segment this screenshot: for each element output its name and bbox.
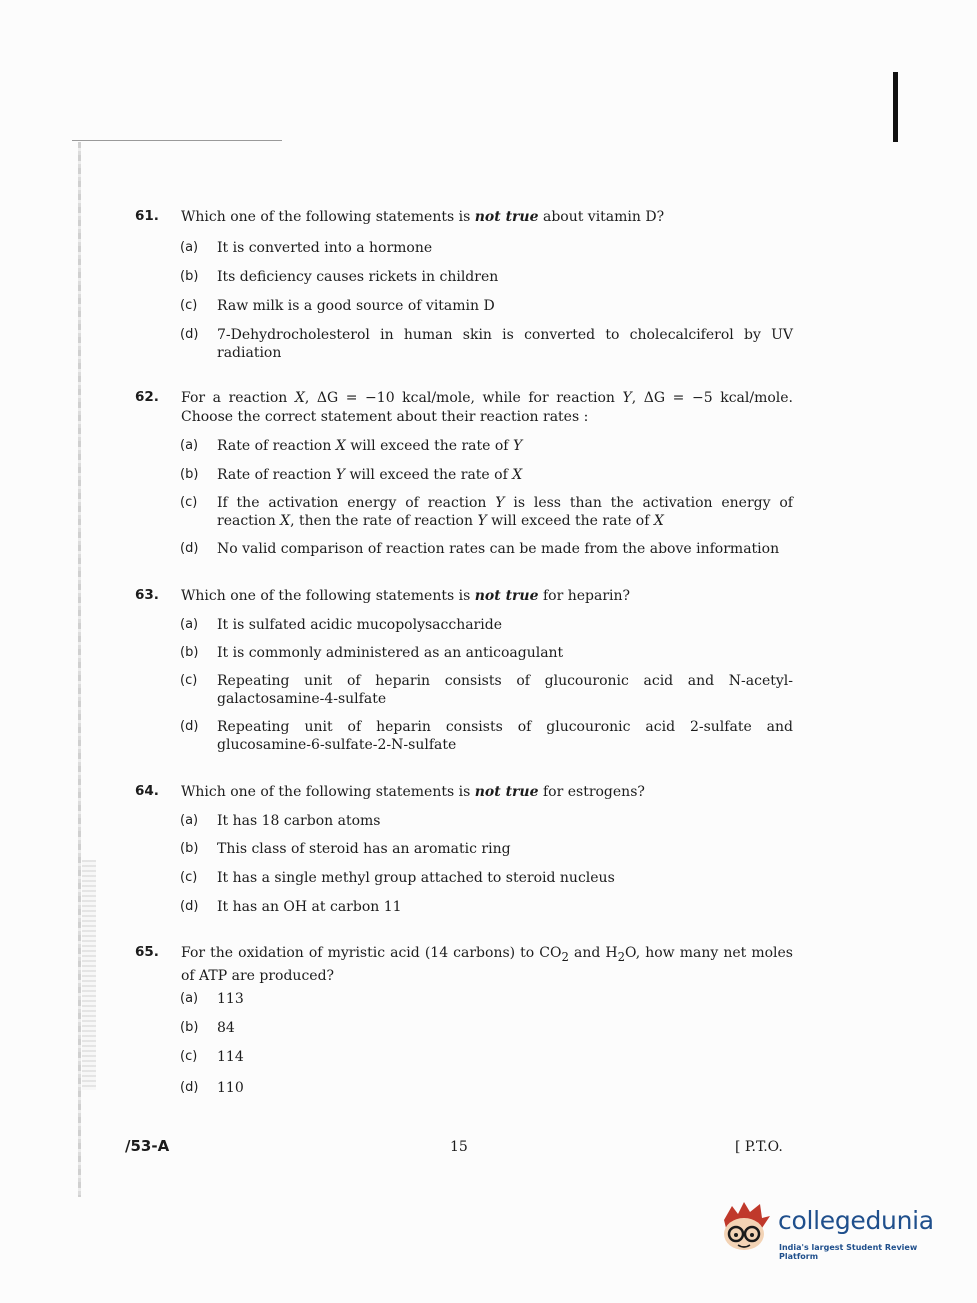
question-stem: Which one of the following statements is not true for estrogens? xyxy=(181,784,645,800)
registration-mark xyxy=(893,72,898,142)
collegedunia-logo xyxy=(716,1196,956,1266)
page-number: 15 xyxy=(450,1139,468,1155)
brand-name: collegedunia xyxy=(778,1206,934,1235)
question-stem: Which one of the following statements is not true for heparin? xyxy=(181,588,631,604)
scan-artifact-smudge xyxy=(82,860,96,1090)
question-stem: Which one of the following statements is not true about vitamin D? xyxy=(181,209,665,225)
question-number: 62. xyxy=(135,389,159,405)
please-turn-over: [ P.T.O. xyxy=(735,1139,783,1155)
question-stem: For a reaction X, ΔG = −10 kcal/mole, while for reaction Y, ΔG = −5 kcal/mole. Choose the correct statement about their reaction rates : xyxy=(181,390,793,425)
paper-code: /53-A xyxy=(125,1137,170,1155)
question-number: 63. xyxy=(135,587,159,603)
question-stem: For the oxidation of myristic acid (14 carbons) to $CO_2$ and $H_2O$, how many net moles of ATP are produced? xyxy=(181,945,793,984)
exam-page: 61. Which one of the following statements is not true about vitamin D? (a) It is converted into a hormone (b) Its deficiency causes rickets in children (c) Raw milk is a good source of vitamin D (d) 7-Dehydrocholesterol in human skin is converted to cholecalciferol by UV radiation 62. For a reaction X, ΔG = −10 kcal/mole, while for reaction Y, ΔG = −5 kcal/mole. Choose the correct statement about their reaction rates : (a) Rate of reaction X will exceed the rate of Y (b) Rate of reaction Y will exceed the rate of X (c) If the activation energy of reaction Y is less than the activation energy of reaction X, then the rate of reaction Y will exceed the rate of X (d) No valid comparison of reaction rates can be made from the above information 63. Which one of the following statements is not true for heparin? (a) It is sulfated acidic mucopolysaccharide (b) It is commonly administered as an anticoagulant (c) Repeating unit of heparin consists of glucouronic acid and N-acetyl-galactosamine-4-sulfate (d) Repeating unit of heparin consists of glucouronic acid 2-sulfate and glucosamine-6-sulfate-2-N-sulfate 64. Which one of the following statements is not true for estrogens? (a) It has 18 carbon atoms (b) This class of steroid has an aromatic ring (c) It has a single methyl group attached to steroid nucleus (d) It has an OH at carbon 11 65. For the oxidation of myristic acid (14 carbons) to $CO_2$ and $H_2O$, how many net moles of ATP are produced? (a) 113 (b) 84 (c) 114 (d) 110 /53-A 15 [ P.T.O. collegedunia India's largest Student Review Platform xyxy=(0,0,977,1303)
brand-tagline: India's largest Student Review Platform xyxy=(779,1243,918,1261)
question-number: 61. xyxy=(135,208,159,224)
question-number: 64. xyxy=(135,783,159,799)
mascot-icon xyxy=(716,1198,776,1258)
question-number: 65. xyxy=(135,944,159,960)
scan-artifact-left-edge xyxy=(78,142,81,1197)
scan-artifact-line xyxy=(72,140,282,141)
